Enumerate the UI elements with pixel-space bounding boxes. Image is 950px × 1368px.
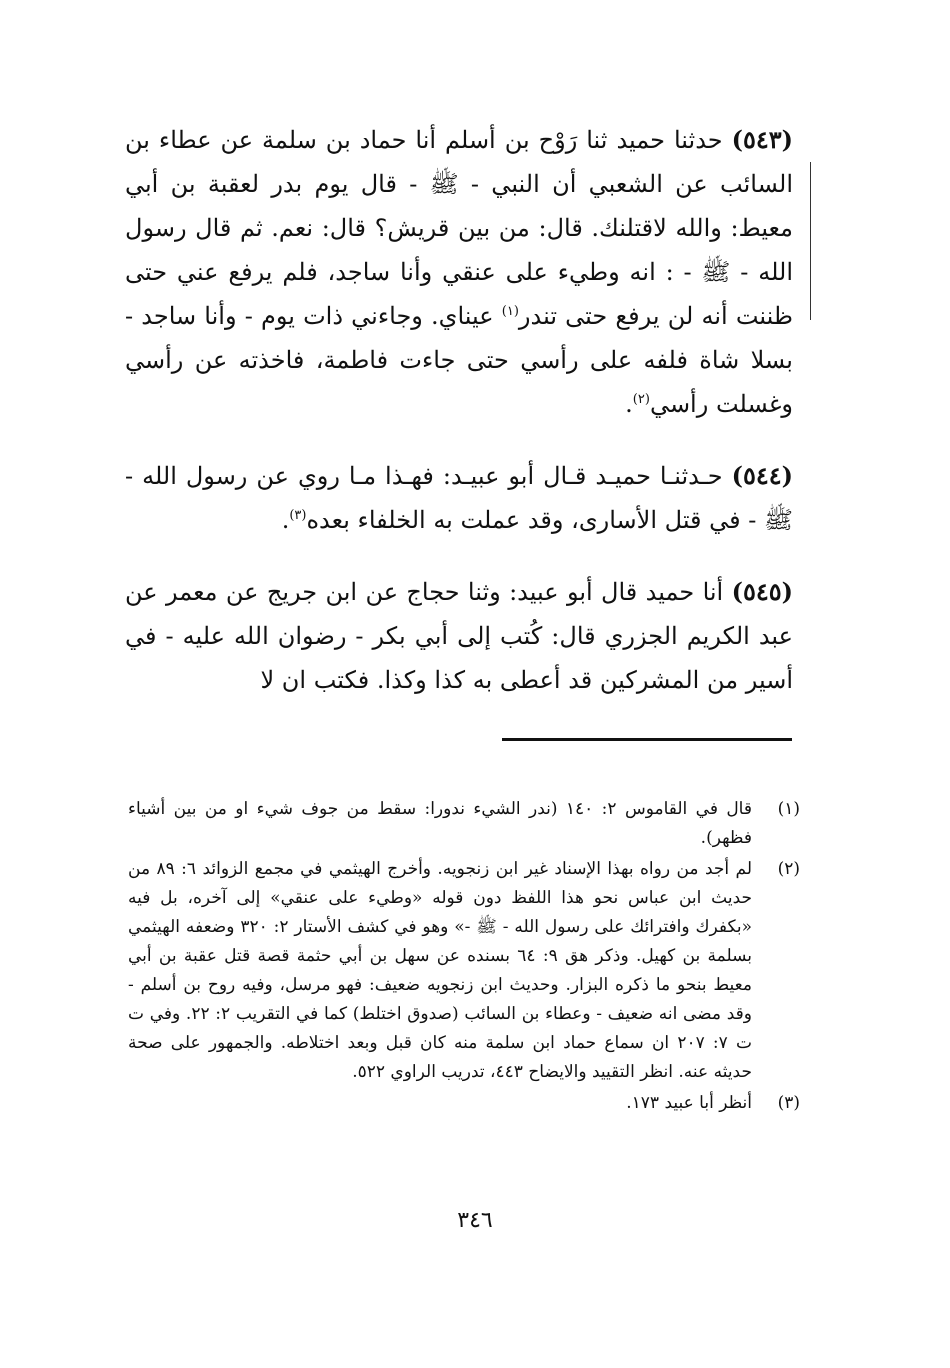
hadith-545: [125, 570, 793, 702]
footnote-label: (١): [777, 799, 800, 819]
footnote-label: (٣): [777, 1093, 800, 1113]
footnote-text: لم أجد من رواه بهذا الإسناد غير ابن زنجويه. وأخرج الهيثمي في مجمع الزوائد ٦: ٨٩ من حديث ابن عباس نحو هذا اللفظ دون قوله «وطيء على عنقي» إلى آخره، بل فيه «بكفرك وافترائك على رسول الله - ﷺ -» وهو في كشف الأستار ٢: ٣٢٠ وضعفه الهيثمي بسلمة بن كهيل. وذكر هق ٩: ٦٤ بسنده عن سهل بن أبي حثمة قصة قتل عقبة بن أبي معيط بنحو ما ذكره البزار. وحديث ابن زنجويه ضعيف: فهو مرسل، وفيه روح بن أسلم - وقد مضى انه ضعيف - وعطاء بن السائب (صدوق اختلط) كما في التقريب ٢: ٢٢. وفي ت ت ٧: ٢٠٧ ان سماع حماد ابن سلمة منه كان قبل وبعد اختلاطه. والجمهور على صحة حديثه عنه. انظر التقييد والايضاح ٤٤٣، تدريب الراوي ٥٢٢.: [128, 859, 753, 1082]
footnotes: [128, 795, 800, 1120]
hadith-number: (٥٤٤): [731, 461, 793, 490]
hadith-text: أنا حميد قال أبو عبيد: وثنا حجاج عن ابن جريج عن معمر عن عبد الكريم الجزري قال: كُتب إلى أبي بكر - رضوان الله عليه - في أسير من المشركين قد أعطى به كذا وكذا. فكتب ان لا: [125, 578, 793, 694]
hadith-text: حـدثنـا حميـد قـال أبو عبيـد: فهـذا مـا روي عن رسول الله - ﷺ - في قتل الأسارى، وقد عملت به الخلفاء بعده: [125, 462, 793, 534]
hadith-text-continued: عيناي. وجاءني ذات يوم - وأنا ساجد - بسلا شاة فلفه على رأسي حتى جاءت فاطمة، فاخذته عن رأسي وغسلت رأسي: [125, 302, 793, 418]
margin-rule: [810, 162, 811, 320]
page-number: ٣٤٦: [457, 1208, 493, 1233]
footnote-text: أنظر أبا عبيد ١٧٣.: [626, 1093, 752, 1113]
footnote-label: (٢): [777, 859, 800, 879]
footnote-separator: [502, 738, 792, 741]
hadith-text: حدثنا حميد ثنا رَوْح بن أسلم أنا حماد بن سلمة عن عطاء بن السائب عن الشعبي أن النبي - ﷺ - قال يوم بدر لعقبة بن أبي معيط: والله لاقتلنك. قال: من بين قريش؟ قال: نعم. ثم قال رسول الله - ﷺ - : انه وطيء على عنقي وأنا ساجد، فلم يرفع عني حتى ظننت أنه لن يرفع حتى تندر: [125, 126, 794, 330]
footnote-ref: (٢): [632, 392, 650, 407]
main-text: [125, 118, 793, 730]
footnote-1: [128, 795, 800, 853]
hadith-number: (٥٤٣): [731, 125, 793, 154]
hadith-544: [125, 454, 793, 542]
hadith-number: (٥٤٥): [731, 577, 793, 606]
footnote-3: [128, 1089, 800, 1118]
sentence-end: .: [625, 390, 633, 418]
footnote-text: قال في القاموس ٢: ١٤٠ (ندر الشيء ندورا: سقط من جوف شيء او من بين أشياء فظهر).: [128, 799, 752, 848]
footnote-ref: (١): [501, 304, 519, 319]
hadith-543: [125, 118, 793, 426]
footnote-2: [128, 855, 800, 1087]
sentence-end: .: [281, 506, 290, 534]
footnote-ref: (٣): [289, 508, 307, 523]
